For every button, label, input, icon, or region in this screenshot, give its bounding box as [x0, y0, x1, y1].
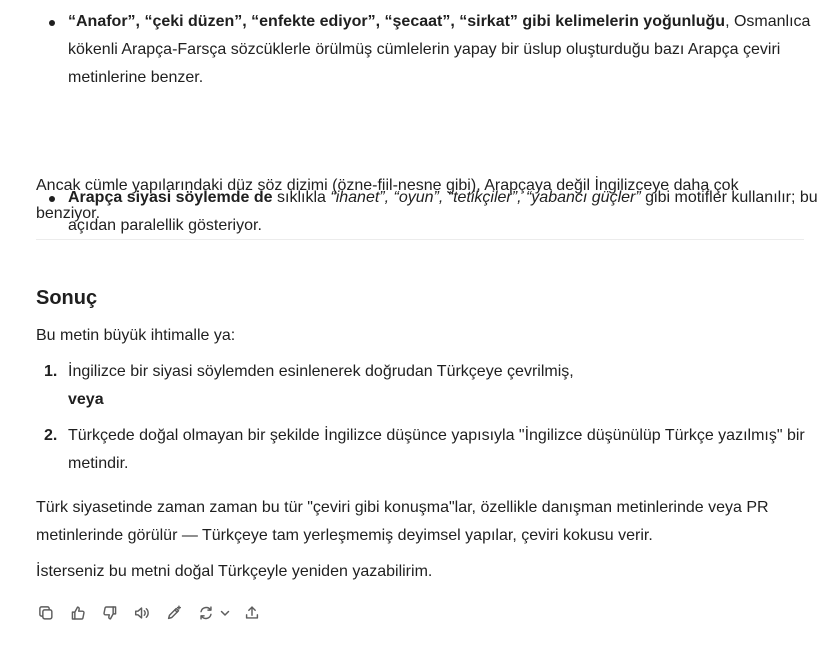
list-number: 2. — [44, 427, 58, 444]
regenerate-button[interactable] — [194, 601, 232, 625]
bold-word: veya — [68, 391, 104, 408]
numbered-list — [36, 358, 806, 478]
paragraph: Ancak cümle yapılarındaki düz söz dizimi (özne-fiil-nesne gibi), Arapçaya değil İngilizceye daha çok benziyor. — [36, 177, 739, 222]
message-actions — [36, 601, 264, 625]
item-text: , Osmanlıca kökenli Arapça-Farsça sözcüklerle örülmüş cümlelerin yapay bir üslup oluşturduğu bazı Arapça çeviri metinlerine benzer. — [68, 13, 811, 86]
paragraph: Bu metin büyük ihtimalle ya: — [36, 327, 236, 344]
item-text: gibi motifler kullanılır; bu açıdan paralellik gösteriyor. — [68, 189, 818, 234]
paragraph: Türk siyasetinde zaman zaman bu tür "çeviri gibi konuşma"lar, özellikle danışman metinlerinde veya PR metinlerinde görülür — Türkçeye tam yerleşmemiş deyimsel yapılar, çeviri kokusu verir. — [36, 499, 769, 544]
thumbs-up-icon[interactable] — [66, 601, 90, 625]
thumbs-down-icon[interactable] — [98, 601, 122, 625]
chevron-down-icon[interactable] — [218, 601, 232, 625]
list-item — [36, 422, 806, 478]
share-icon[interactable] — [240, 601, 264, 625]
regenerate-icon[interactable] — [194, 601, 218, 625]
section-divider — [36, 239, 804, 240]
list-number: 1. — [44, 363, 58, 380]
list-item — [36, 8, 833, 92]
edit-sparkle-icon[interactable] — [162, 601, 186, 625]
item-text: İngilizce bir siyasi söylemden esinlenerek doğrudan Türkçeye çevrilmiş, — [68, 363, 574, 380]
bold-phrase: “Anafor”, “çeki düzen”, “enfekte ediyor”, “şecaat”, “sirkat” gibi kelimelerin yoğunluğu — [68, 13, 726, 30]
assistant-message — [36, 0, 818, 580]
list-item — [36, 358, 806, 414]
paragraph: İsterseniz bu metni doğal Türkçeyle yeniden yazabilirim. — [36, 563, 433, 580]
copy-icon[interactable] — [34, 601, 58, 625]
bold-phrase: Arapça siyasi söylemde de — [68, 189, 273, 206]
section-heading: Sonuç — [36, 287, 98, 309]
italic-phrase: “ihanet”, “oyun”, “tetikçiler”, “yabancı güçler” — [330, 189, 641, 206]
item-text: Türkçede doğal olmayan bir şekilde İngilizce düşünce yapısıyla "İngilizce düşünülüp Türkçe yazılmış" bir metindir. — [68, 427, 805, 472]
read-aloud-icon[interactable] — [130, 601, 154, 625]
item-text: sıklıkla — [272, 189, 331, 206]
